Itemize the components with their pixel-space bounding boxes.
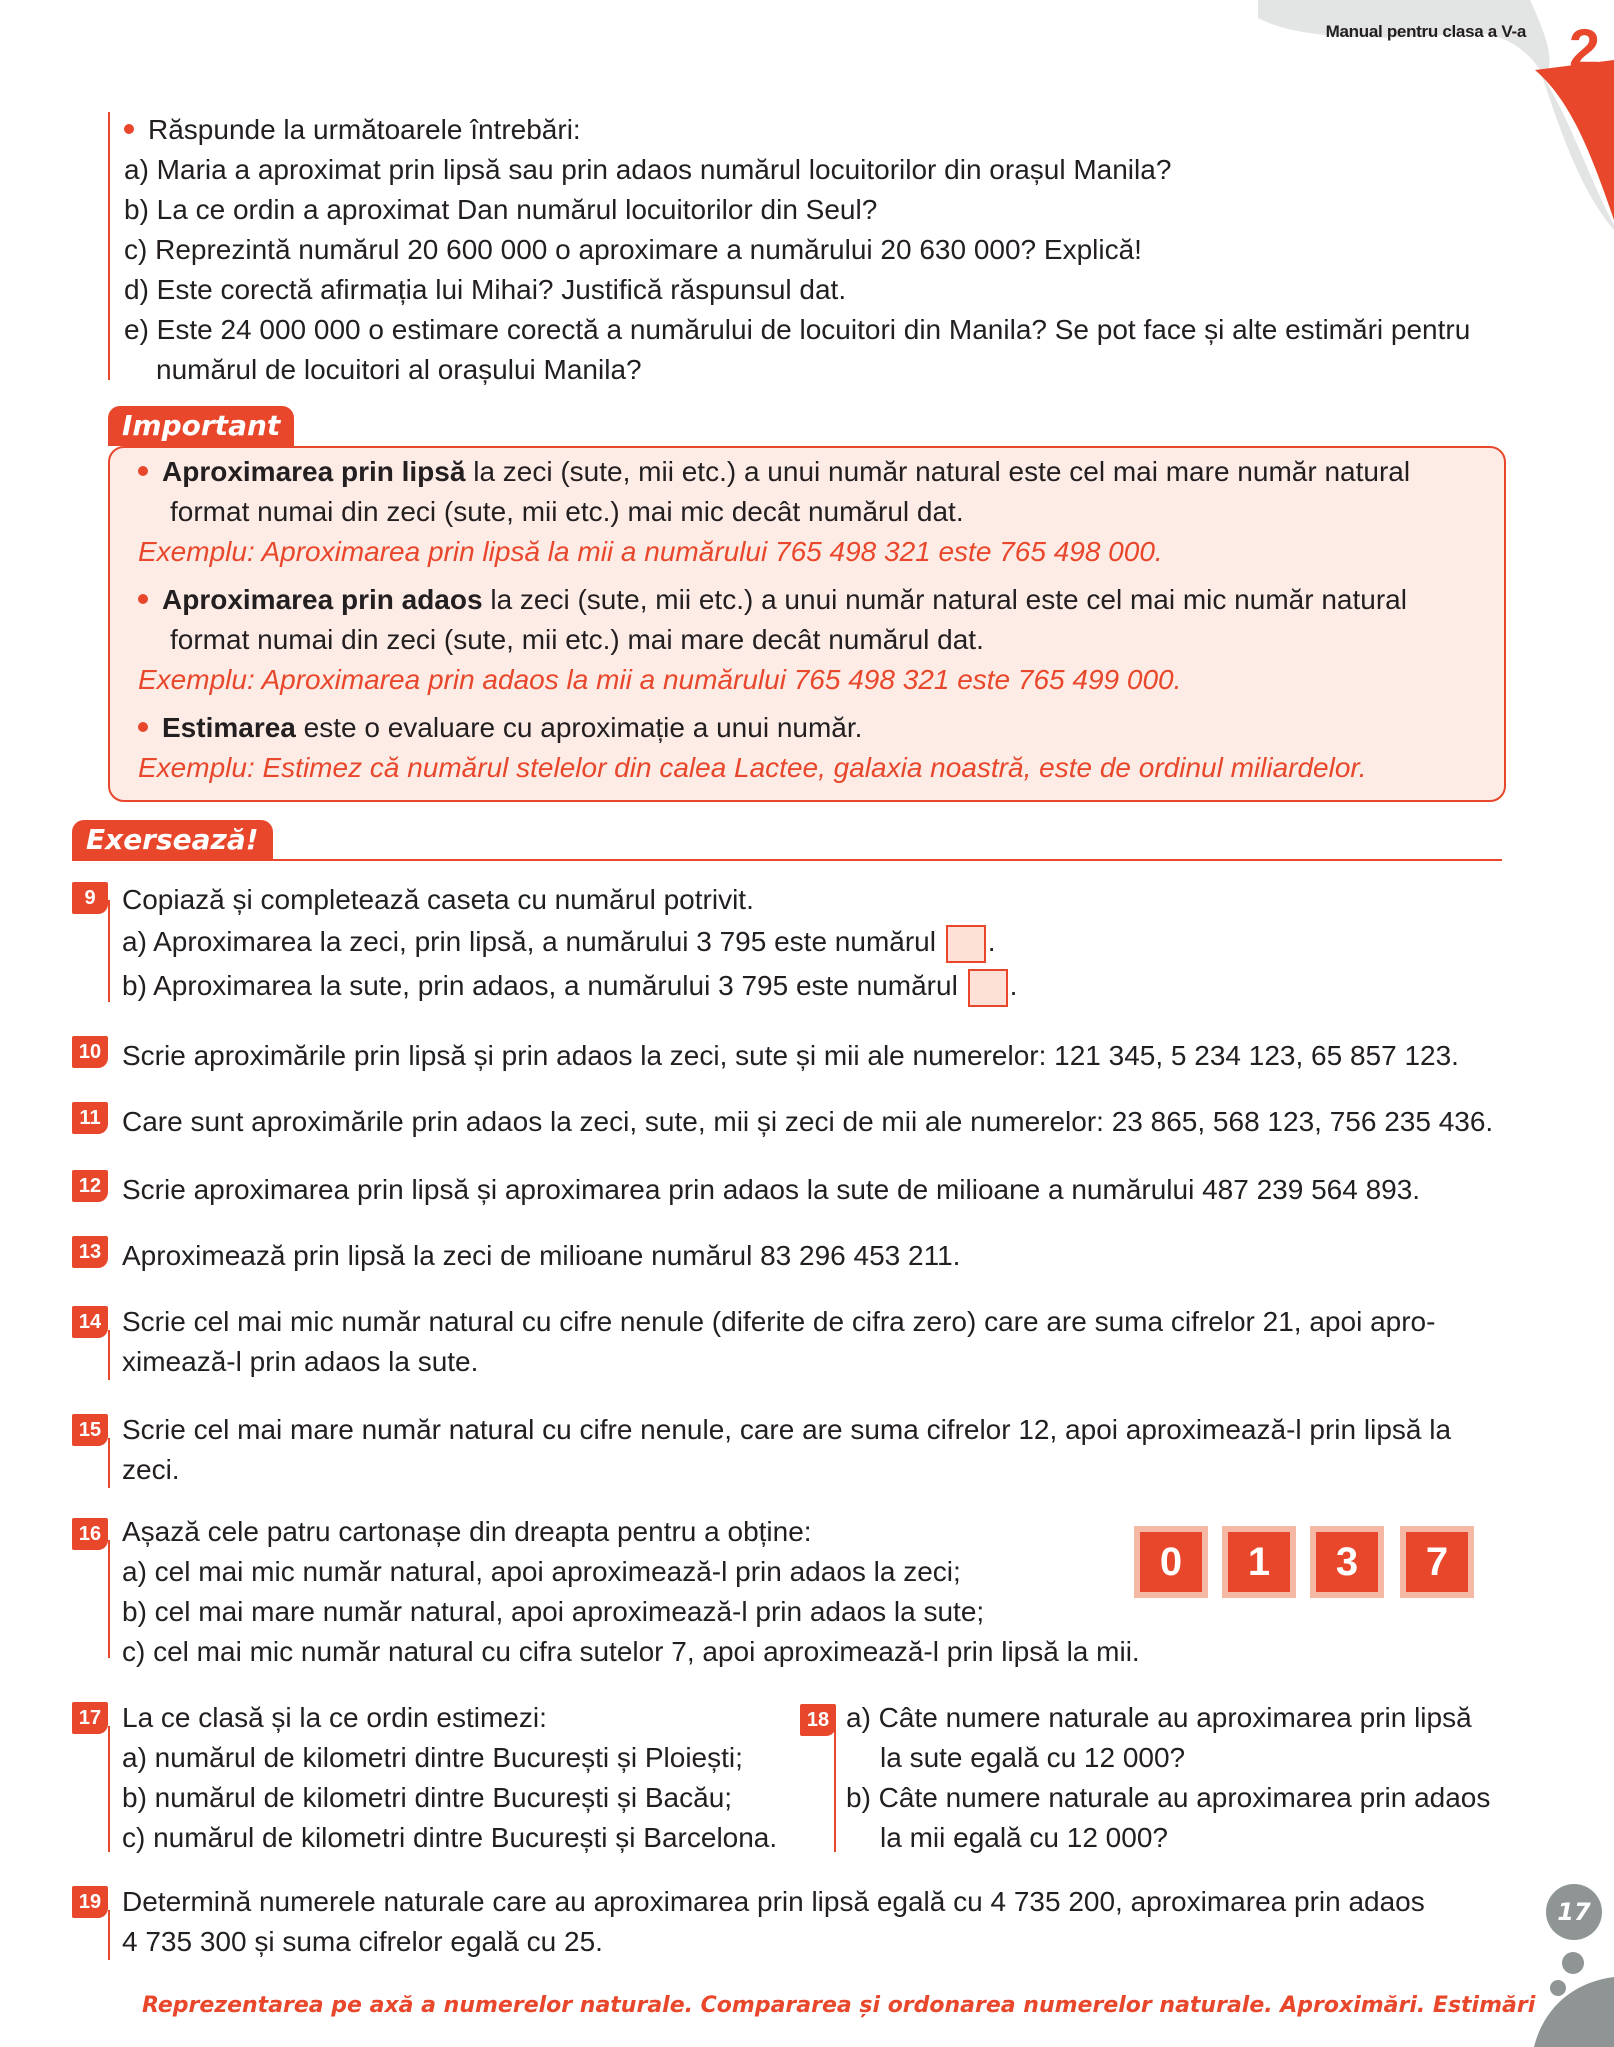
exercise-19-number: 19 — [72, 1886, 108, 1918]
exercise-14-number: 14 — [72, 1306, 108, 1338]
question-a: a) Maria a aproximat prin lipsă sau prin adaos numărul locuitorilor din orașul Manila? — [124, 154, 1172, 185]
exercise-11-text: Care sunt aproximările prin adaos la zeci, sute, mii și zeci de mii ale numerelor: 23 865, 568 123, 756 235 436. — [122, 1106, 1494, 1137]
exercise-9-bar — [108, 900, 110, 1002]
exercise-17-b: b) numărul de kilometri dintre București și Bacău; — [122, 1782, 733, 1813]
exercise-18-bar — [834, 1726, 836, 1852]
exercise-18-a-line1: a) Câte numere naturale au aproximarea prin lipsă — [846, 1702, 1472, 1733]
chapter-number: 2 — [1568, 17, 1600, 80]
important-item-1-line2: format numai din zeci (sute, mii etc.) mai mic decât numărul dat. — [170, 496, 964, 527]
exercise-18-b-line2: la mii egală cu 12 000? — [880, 1822, 1168, 1853]
exerseaza-divider — [72, 859, 1502, 861]
header-title: Manual pentru clasa a V-a — [1325, 22, 1526, 41]
important-example-1: Exemplu: Aproximarea prin lipsă la mii a numărului 765 498 321 este 765 498 000. — [138, 536, 1163, 567]
exercise-19-line2: 4 735 300 și suma cifrelor egală cu 25. — [122, 1926, 603, 1957]
important-item-3: Estimarea este o evaluare cu aproximație a unui număr. — [138, 708, 862, 748]
exercise-10-text: Scrie aproximările prin lipsă și prin adaos la zeci, sute și mii ale numerelor: 121 345, 5 234 123, 65 857 123. — [122, 1040, 1459, 1071]
exercise-18-a-line2: la sute egală cu 12 000? — [880, 1742, 1186, 1773]
exercise-19-bar — [108, 1910, 110, 1960]
exercise-19-line1: Determină numerele naturale care au aproximarea prin lipsă egală cu 4 735 200, aproximarea prin adaos — [122, 1886, 1425, 1917]
exercise-15-line1: Scrie cel mai mare număr natural cu cifre nenule, care are suma cifrelor 12, apoi aproximează-l prin lipsă la — [122, 1414, 1452, 1445]
answer-box[interactable] — [946, 925, 986, 963]
exercise-17-a: a) numărul de kilometri dintre București și Ploiești; — [122, 1742, 743, 1773]
exercise-16-number: 16 — [72, 1518, 108, 1550]
question-d: d) Este corectă afirmația lui Mihai? Justifică răspunsul dat. — [124, 274, 847, 305]
number-card-0: 0 — [1134, 1526, 1208, 1598]
exercise-16-text: Așază cele patru cartonașe din dreapta pentru a obține: — [122, 1516, 812, 1547]
exercise-15-bar — [108, 1438, 110, 1488]
exercise-13-number: 13 — [72, 1236, 108, 1268]
exercise-17-number: 17 — [72, 1702, 108, 1734]
question-e-line2: numărul de locuitori al orașului Manila? — [156, 354, 642, 385]
questions-intro: Răspunde la următoarele întrebări: — [124, 110, 581, 150]
exercise-17-c: c) numărul de kilometri dintre București și Barcelona. — [122, 1822, 778, 1853]
exercise-9-number: 9 — [72, 882, 108, 914]
bullet-icon — [138, 466, 148, 476]
question-c: c) Reprezintă numărul 20 600 000 o aproximare a numărului 20 630 000? Explică! — [124, 234, 1142, 265]
important-example-2: Exemplu: Aproximarea prin adaos la mii a numărului 765 498 321 este 765 499 000. — [138, 664, 1182, 695]
questions-bar — [108, 112, 110, 380]
exercise-16-c: c) cel mai mic număr natural cu cifra sutelor 7, apoi aproximează-l prin lipsă la mii. — [122, 1636, 1140, 1667]
exercise-12-text: Scrie aproximarea prin lipsă și aproximarea prin adaos la sute de milioane a numărului 487 239 564 893. — [122, 1174, 1421, 1205]
important-item-1: Aproximarea prin lipsă la zeci (sute, mii etc.) a unui număr natural este cel mai mare număr natural — [138, 452, 1410, 492]
important-tag: Important — [108, 406, 294, 446]
exercise-17-bar — [108, 1726, 110, 1852]
exercise-16-b: b) cel mai mare număr natural, apoi aproximează-l prin adaos la sute; — [122, 1596, 985, 1627]
footer-chapter-title: Reprezentarea pe axă a numerelor naturale. Compararea și ordonarea numerelor naturale. Aproximări. Estimări — [142, 1993, 1536, 2018]
important-example-3: Exemplu: Estimez că numărul stelelor din calea Lactee, galaxia noastră, este de ordinul miliardelor. — [138, 752, 1367, 783]
question-b: b) La ce ordin a aproximat Dan numărul locuitorilor din Seul? — [124, 194, 878, 225]
exercise-14-line1: Scrie cel mai mic număr natural cu cifre nenule (diferite de cifra zero) care are suma cifrelor 21, apoi apro- — [122, 1306, 1436, 1337]
number-card-7: 7 — [1400, 1526, 1474, 1598]
exercise-16-bar — [108, 1540, 110, 1658]
exercise-9-text: Copiază și completează caseta cu numărul potrivit. — [122, 884, 754, 915]
exercise-14-line2: ximează-l prin adaos la sute. — [122, 1346, 479, 1377]
exercise-11-number: 11 — [72, 1102, 108, 1134]
bullet-icon — [124, 124, 134, 134]
decor-dot — [1562, 1952, 1584, 1974]
exercise-15-line2: zeci. — [122, 1454, 180, 1485]
question-e-line1: e) Este 24 000 000 o estimare corectă a numărului de locuitori din Manila? Se pot face și alte estimări pentru — [124, 314, 1471, 345]
exercise-12-number: 12 — [72, 1170, 108, 1202]
exercise-10-number: 10 — [72, 1036, 108, 1068]
important-item-2-line2: format numai din zeci (sute, mii etc.) mai mare decât numărul dat. — [170, 624, 984, 655]
number-card-1: 1 — [1222, 1526, 1296, 1598]
exercise-13-text: Aproximează prin lipsă la zeci de milioane numărul 83 296 453 211. — [122, 1240, 961, 1271]
exercise-18-b-line1: b) Câte numere naturale au aproximarea prin adaos — [846, 1782, 1491, 1813]
exercise-17-text: La ce clasă și la ce ordin estimezi: — [122, 1702, 547, 1733]
page-number: 17 — [1546, 1884, 1602, 1940]
exercise-9-b: b) Aproximarea la sute, prin adaos, a numărului 3 795 este numărul . — [122, 966, 1017, 1007]
exercise-16-a: a) cel mai mic număr natural, apoi aproximează-l prin adaos la zeci; — [122, 1556, 961, 1587]
exercise-9-a: a) Aproximarea la zeci, prin lipsă, a numărului 3 795 este numărul . — [122, 922, 996, 963]
bullet-icon — [138, 722, 148, 732]
important-item-2: Aproximarea prin adaos la zeci (sute, mii etc.) a unui număr natural este cel mai mic număr natural — [138, 580, 1407, 620]
exercise-18-number: 18 — [800, 1704, 836, 1736]
bullet-icon — [138, 594, 148, 604]
answer-box[interactable] — [968, 969, 1008, 1007]
exercise-14-bar — [108, 1330, 110, 1380]
number-card-3: 3 — [1310, 1526, 1384, 1598]
exercise-15-number: 15 — [72, 1414, 108, 1446]
exerseaza-tag: Exersează! — [72, 820, 273, 860]
